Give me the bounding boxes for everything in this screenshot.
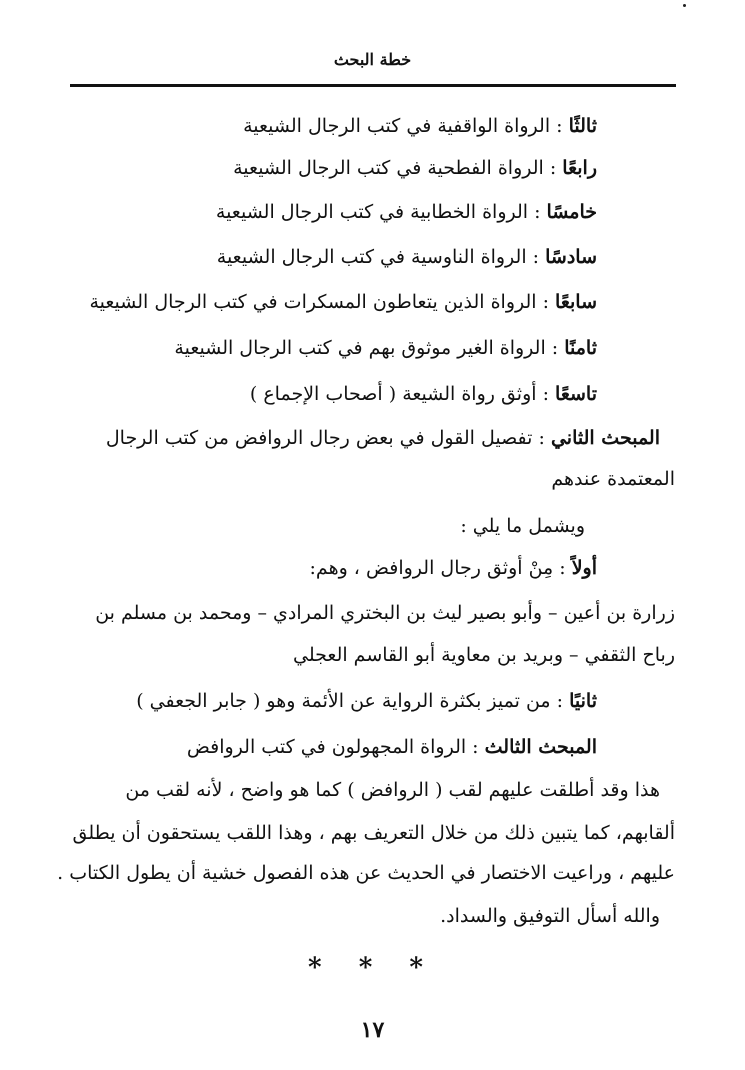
- closing-line-1: هذا وقد أطلقت عليهم لقب ( الروافض ) كما هو واضح ، لأنه لقب من: [125, 779, 660, 801]
- running-head: خطة البحث: [333, 50, 412, 69]
- section-label: سادسًا: [545, 246, 597, 268]
- mabhath-text: : تفصيل القول في بعض رجال الروافض من كتب الرجال: [105, 427, 545, 449]
- section-text: : الرواة الغير موثوق بهم في كتب الرجال الشيعية: [174, 337, 559, 359]
- section-item-3: [243, 113, 597, 139]
- includes-line: ويشمل ما يلي :: [460, 515, 585, 537]
- subitem-label: ثانيًا: [569, 690, 597, 712]
- mabhath-2-heading: [106, 425, 660, 451]
- section-text: : أوثق رواة الشيعة ( أصحاب الإجماع ): [249, 383, 549, 405]
- section-item-7: [89, 289, 597, 315]
- section-label: ثامنًا: [564, 337, 597, 359]
- subitem-label: أولاً: [571, 557, 597, 579]
- closing-line-3: عليهم ، وراعيت الاختصار في الحديث عن هذه الفصول خشية أن يطول الكتاب .: [57, 862, 675, 884]
- section-text: : الرواة الناوسية في كتب الرجال الشيعية: [216, 246, 540, 268]
- mabhath-3-heading: [187, 734, 597, 760]
- mabhath-text: : الرواة المجهولون في كتب الروافض: [186, 736, 479, 758]
- closing-line-4: والله أسأل التوفيق والسداد.: [440, 905, 660, 927]
- second-subitem: [136, 688, 597, 714]
- section-label: سابعًا: [555, 291, 597, 313]
- mabhath-label: المبحث الثالث: [484, 736, 597, 758]
- section-label: ثالثًا: [568, 115, 597, 137]
- narrators-line-2: رباح الثقفي – وبريد بن معاوية أبو القاسم العجلي: [293, 644, 675, 666]
- closing-line-2: ألقابهم، كما يتبين ذلك من خلال التعريف بهم ، وهذا اللقب يستحقون أن يطلق: [72, 822, 675, 844]
- mabhath-label: المبحث الثاني: [550, 427, 660, 449]
- section-label: رابعًا: [562, 157, 597, 179]
- section-text: : الرواة الفطحية في كتب الرجال الشيعية: [233, 157, 557, 179]
- section-item-6: [217, 244, 597, 270]
- header-rule: [70, 84, 676, 87]
- section-text: : الرواة الذين يتعاطون المسكرات في كتب الرجال الشيعية: [89, 291, 549, 313]
- subitem-text: : مِنْ أوثق رجال الروافض ، وهم:: [309, 557, 566, 579]
- section-item-4: [233, 155, 597, 181]
- section-text: : الرواة الخطابية في كتب الرجال الشيعية: [215, 201, 541, 223]
- speck-mark: [683, 4, 686, 7]
- page-number: ١٧: [360, 1017, 385, 1043]
- section-label: خامسًا: [546, 201, 597, 223]
- subitem-text: : من تميز بكثرة الرواية عن الأئمة وهو ( جابر الجعفي ): [136, 690, 564, 712]
- narrators-line-1: زرارة بن أعين – وأبو بصير ليث بن البختري المرادي – ومحمد بن مسلم بن: [95, 602, 675, 624]
- section-label: تاسعًا: [555, 383, 597, 405]
- mabhath-2-continuation: المعتمدة عندهم: [551, 468, 675, 490]
- section-item-8: [174, 335, 597, 361]
- first-subitem: [310, 555, 597, 581]
- section-ornament: * * *: [308, 953, 437, 983]
- section-item-5: [216, 199, 597, 225]
- section-item-9: [250, 381, 597, 407]
- section-text: : الرواة الواقفية في كتب الرجال الشيعية: [243, 115, 563, 137]
